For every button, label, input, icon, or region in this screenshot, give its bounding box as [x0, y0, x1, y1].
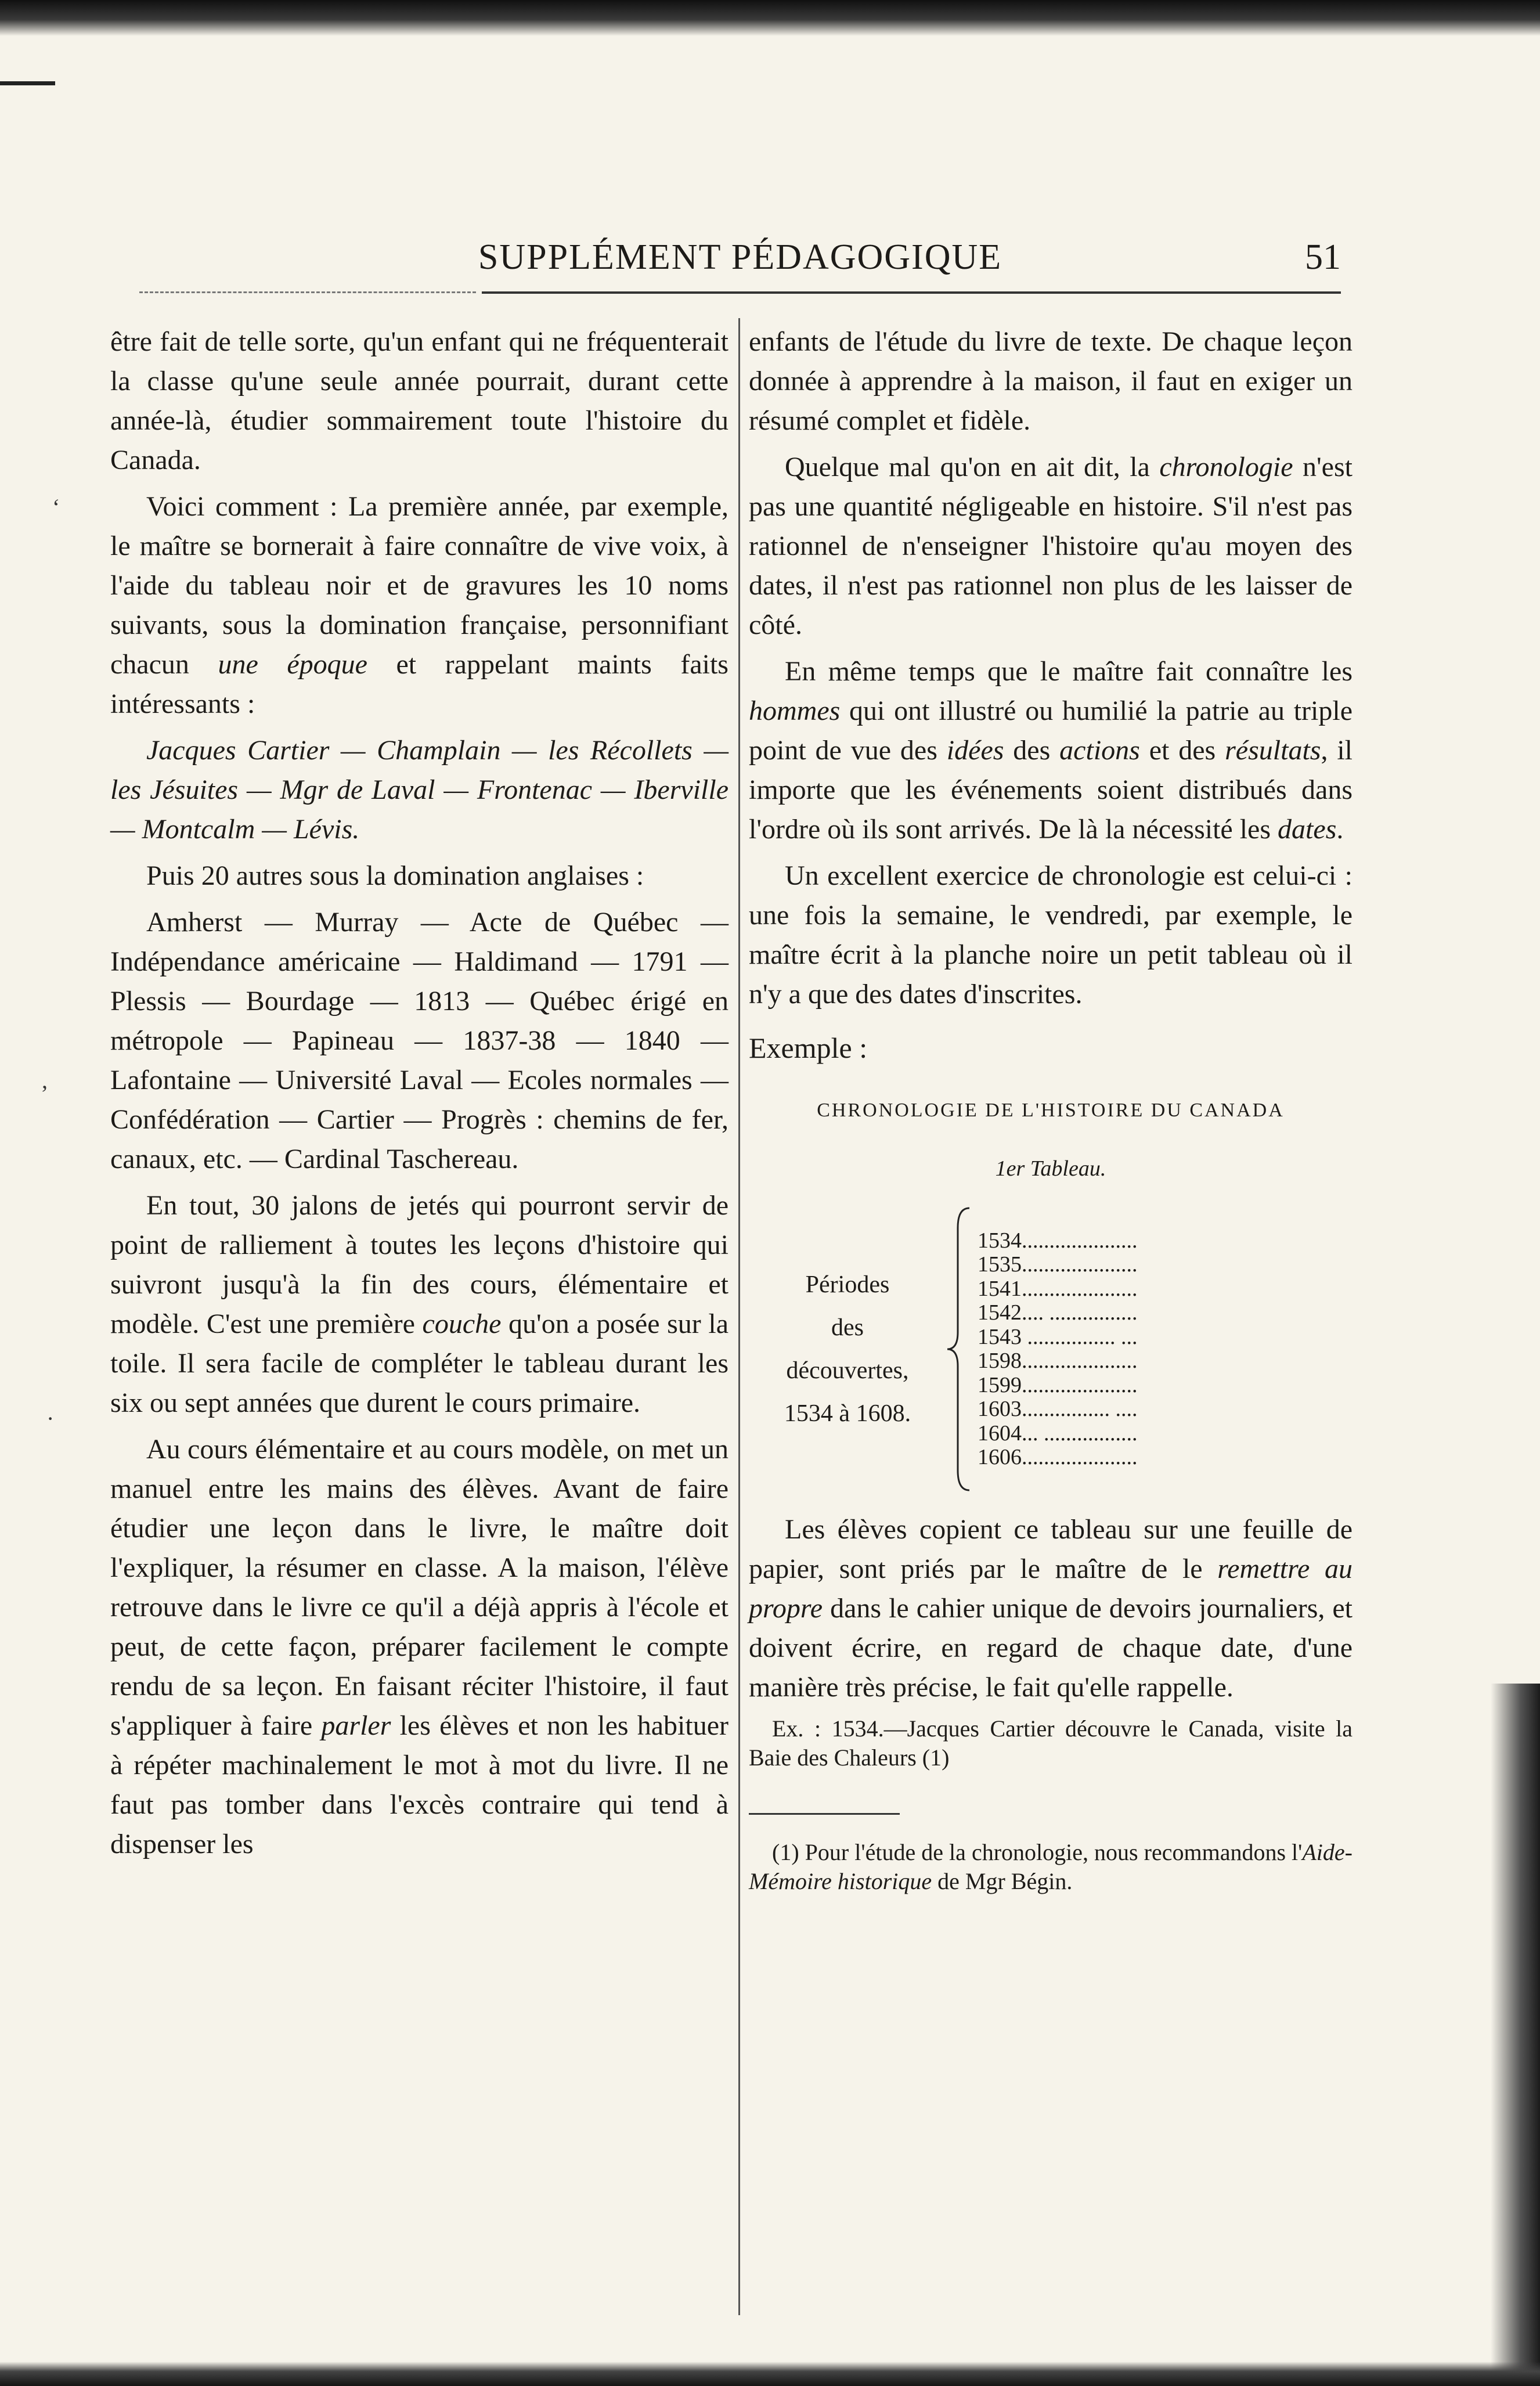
- year-row: 1534.....................: [978, 1228, 1138, 1253]
- year-row: 1603................ ....: [978, 1397, 1138, 1421]
- year-list: [975, 1229, 1138, 1470]
- scan-shadow-bottom: [0, 2362, 1540, 2386]
- paragraph: enfants de l'étude du livre de texte. De chaque leçon donnée à apprendre à la maison, il faut en exiger un résumé complet et fidèle.: [749, 326, 1353, 436]
- paragraph: Quelque mal qu'on en ait dit, la chronologie n'est pas une quantité négligeable en histoire. S'il n'est pas rationnel de n'enseigner l'histoire qu'au moyen des dates, il n'est pas rationnel non plus de les laisser de côté.: [749, 452, 1353, 640]
- column-divider: [738, 318, 740, 2315]
- scan-shadow-right: [1491, 1684, 1540, 2386]
- year-row: 1604... .................: [978, 1421, 1138, 1446]
- paragraph: Les élèves copient ce tableau sur une feuille de papier, sont priés par le maître de le remettre au propre dans le cahier unique de devoirs journaliers, et doivent écrire, en regard de chaque date, d'une manière très précise, le fait qu'elle rappelle.: [749, 1514, 1353, 1703]
- margin-tick: ’: [41, 1080, 49, 1107]
- names-english-regime: Amherst — Murray — Acte de Québec — Indépendance américaine — Haldimand — 1791 — Plessis — Bourdage — 1813 — Québec érigé en métropole — Papineau — 1837-38 — 1840 — Lafontaine — Université Laval — Ecoles normales — Confédération — Cartier — Progrès : chemins de fer, canaux, etc. — Cardinal Taschereau.: [110, 907, 728, 1174]
- year-row: 1535.....................: [978, 1252, 1138, 1277]
- running-title: SUPPLÉMENT PÉDAGOGIQUE: [478, 237, 1002, 277]
- margin-tick: ·: [46, 1405, 55, 1432]
- paragraph: En tout, 30 jalons de jetés qui pourront servir de point de ralliement à toutes les leçons d'histoire qui suivront jusqu'à la fin des cours, élémentaire et modèle. C'est une première couche qu'on a posée sur la toile. Il sera facile de compléter le tableau durant les six ou sept années que durent le cours primaire.: [110, 1190, 729, 1418]
- chronology-title: CHRONOLOGIE DE L'HISTOIRE DU CANADA: [817, 1100, 1285, 1121]
- example-line: Ex. : 1534.—Jacques Cartier découvre le Canada, visite la Baie des Chaleurs (1): [749, 1715, 1353, 1771]
- year-row: 1606.....................: [978, 1445, 1138, 1469]
- paragraph: Puis 20 autres sous la domination anglaises :: [146, 860, 644, 891]
- paragraph: En même temps que le maître fait connaître les hommes qui ont illustré ou humilié la patrie au triple point de vue des idées des actions et des résultats, il importe que les événements soient distribués dans l'ordre où ils sont arrivés. De là la nécessité les dates.: [749, 656, 1353, 845]
- year-row: 1543 ................ ...: [978, 1324, 1138, 1349]
- names-french-regime: Jacques Cartier — Champlain — les Récollets — les Jésuites — Mgr de Laval — Frontenac — Iberville — Montcalm — Lévis.: [110, 735, 728, 845]
- period-label: Périodes des découvertes, 1534 à 1608.: [784, 1271, 911, 1427]
- year-row: 1541.....................: [978, 1276, 1138, 1301]
- scan-shadow-top: [0, 0, 1540, 36]
- margin-tick: ‘: [52, 494, 60, 520]
- paragraph: Voici comment : La première année, par exemple, le maître se bornerait à faire connaître de vive voix, à l'aide du tableau noir et de gravures les 10 noms suivants, sous la domination française, personnifiant chacun une époque et rappelant maints faits intéressants :: [110, 491, 728, 719]
- scan-mark-left: [0, 81, 55, 85]
- paragraph: être fait de telle sorte, qu'un enfant qui ne fréquenterait la classe qu'une seule année pourrait, durant cette année-là, étudier sommairement toute l'histoire du Canada.: [110, 326, 728, 475]
- chronology-subtitle: 1er Tableau.: [995, 1156, 1106, 1181]
- chronology-table: [749, 1205, 1353, 1494]
- year-row: 1599.....................: [978, 1372, 1138, 1397]
- footnote-rule: [749, 1813, 900, 1815]
- left-column: [110, 322, 728, 1871]
- example-heading: Exemple :: [749, 1032, 868, 1064]
- brace-icon: [935, 1205, 975, 1494]
- header-rule: [482, 291, 1341, 294]
- year-row: 1598.....................: [978, 1349, 1138, 1373]
- right-column: [749, 322, 1353, 1903]
- page-number: 51: [1305, 237, 1341, 277]
- page-header: [139, 237, 1341, 283]
- year-row: 1542.... ................: [978, 1300, 1138, 1325]
- header-rule: [139, 291, 476, 293]
- footnote: (1) Pour l'étude de la chronologie, nous recommandons l'Aide-Mémoire historique de Mgr Bégin.: [749, 1839, 1353, 1894]
- paragraph: Un excellent exercice de chronologie est celui-ci : une fois la semaine, le vendredi, par exemple, le maître écrit à la planche noire un petit tableau où il n'y a que des dates d'inscrites.: [749, 860, 1353, 1010]
- paragraph: Au cours élémentaire et au cours modèle, on met un manuel entre les mains des élèves. Avant de faire étudier une leçon dans le livre, le maître doit l'expliquer, la résumer en classe. A la maison, l'élève retrouve dans le livre ce qu'il a déjà appris à l'école et peut, de cette façon, préparer facilement le compte rendu de sa leçon. En faisant réciter l'histoire, il faut s'appliquer à faire parler les élèves et non les habituer à répéter machinalement le mot à mot du livre. Il ne faut pas tomber dans l'excès contraire qui tend à dispenser les: [110, 1434, 729, 1859]
